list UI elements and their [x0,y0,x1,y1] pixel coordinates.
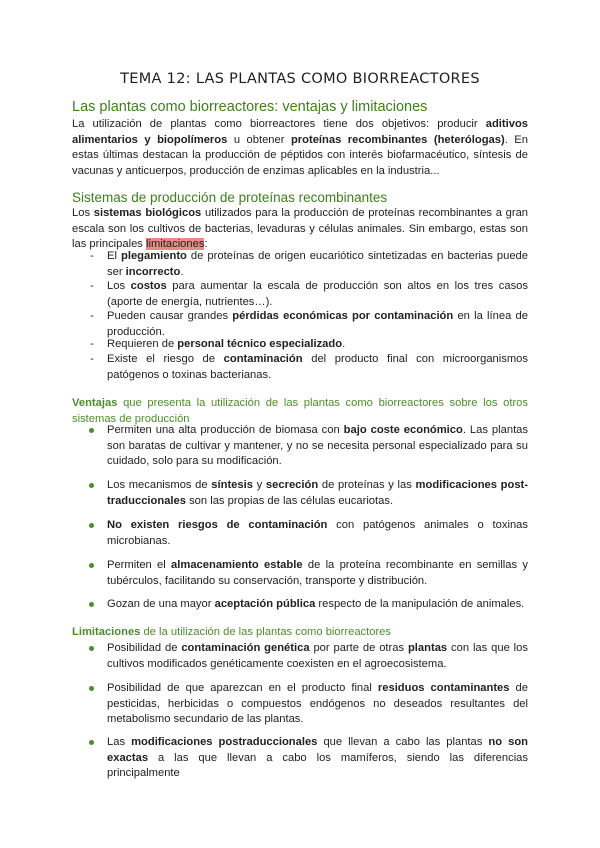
list-item: Posibilidad de que aparezcan en el producto final residuos contaminantes de pesticidas, herbicidas o compuestos endógenos no deseados resultantes del metabolismo secundario de las plantas. [107,682,528,726]
dash-marker: - [90,338,94,350]
bullet-icon [88,523,96,531]
bullet-icon [88,483,96,491]
list-item: Los mecanismos de síntesis y secreción de proteínas y las modificaciones post-traduccionales son las propias de las células eucariotas. [107,479,528,507]
bullet-icon [88,602,96,610]
list-item: Permiten una alta producción de biomasa con bajo coste económico. Las plantas son baratas de cultivar y mantener, y no se necesita personal especializado para su cuidado, solo para su modificación. [107,424,528,468]
section-heading-sistemas: Sistemas de producción de proteínas recombinantes [72,190,388,205]
sistemas-paragraph: Los sistemas biológicos utilizados para la producción de proteínas recombinantes a gran escala son los cultivos de bacterias, levaduras y células animales. Sin embargo, estas son las principales limitaciones: [72,207,529,251]
page-title: TEMA 12: LAS PLANTAS COMO BIORREACTORES [120,71,480,87]
list-item: El plegamiento de proteínas de origen eucariótico sintetizadas en bacterias puede ser incorrecto. [107,250,528,278]
list-item: No existen riesgos de contaminación con patógenos animales o toxinas microbianas. [107,519,528,547]
dash-marker: - [90,280,94,292]
ventajas-lead: Ventajas que presenta la utilización de las plantas como biorreactores sobre los otros sistemas de producción [72,397,528,425]
bullet-icon [88,686,96,694]
list-item: Permiten el almacenamiento estable de la proteína recombinante en semillas y tubérculos, facilitando su conservación, transporte y distribución. [107,559,528,587]
bullet-icon [88,563,96,571]
intro-paragraph: La utilización de plantas como biorreactores tiene dos objetivos: producir aditivos alimentarios y biopolímeros u obtener proteínas recombinantes (heterólogas). En estas últimas destacan la producción de péptidos con interés biofarmacéutico, síntesis de vacunas y anticuerpos, producción de enzimas aplicables en la industria... [72,118,528,177]
dash-marker: - [90,250,94,262]
list-item: Existe el riesgo de contaminación del producto final con microorganismos patógenos o toxinas bacterianas. [107,353,528,381]
list-item: Requieren de personal técnico especializado. [107,338,346,350]
list-item: Los costos para aumentar la escala de producción son altos en los tres casos (aporte de energía, nutrientes…). [107,280,528,308]
list-item: Posibilidad de contaminación genética por parte de otras plantas con las que los cultivos modificados genéticamente coexisten en el agroecosistema. [107,642,528,670]
dash-marker: - [90,353,94,365]
list-item: Pueden causar grandes pérdidas económicas por contaminación en la línea de producción. [107,310,528,338]
section-heading-ventajas-limitaciones: Las plantas como biorreactores: ventajas y limitaciones [72,99,428,115]
bullet-icon [88,428,96,436]
dash-marker: - [90,310,94,322]
bullet-icon [88,646,96,654]
highlighted-text: limitaciones [146,238,205,251]
list-item: Las modificaciones postraduccionales que llevan a cabo las plantas no son exactas a las que llevan a cabo los mamíferos, siendo las diferencias principalmente [107,736,528,780]
limitaciones-lead: Limitaciones de la utilización de las plantas como biorreactores [72,626,392,638]
bullet-icon [88,740,96,748]
list-item: Gozan de una mayor aceptación pública respecto de la manipulación de animales. [107,598,525,610]
